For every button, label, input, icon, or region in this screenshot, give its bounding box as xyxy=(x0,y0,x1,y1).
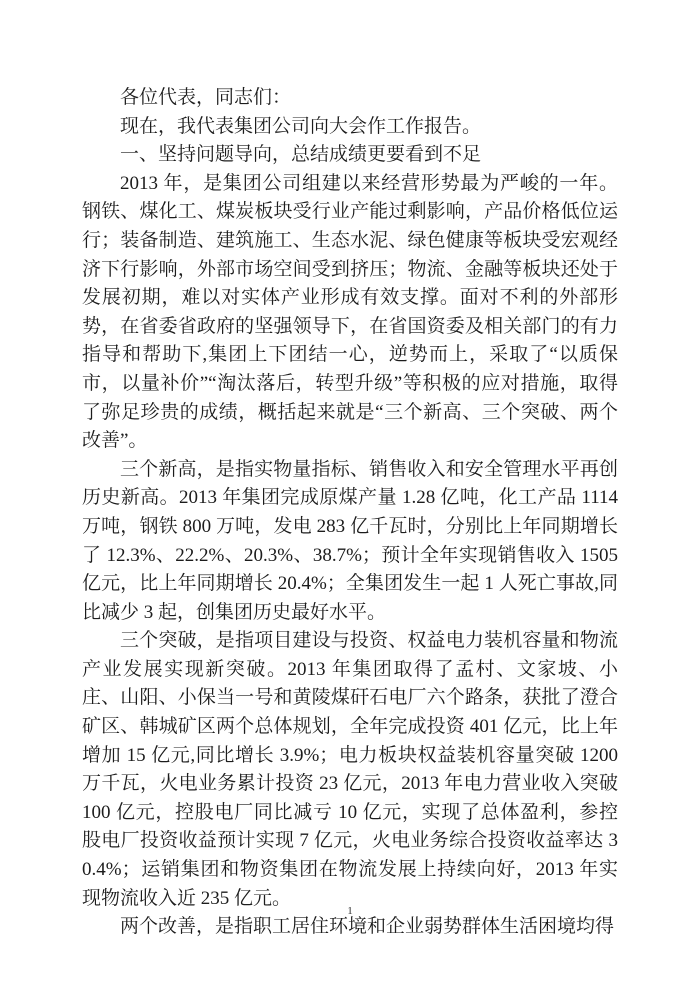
paragraph: 各位代表，同志们： xyxy=(120,87,292,108)
paragraph: 2013 年，是集团公司组建以来经营形势最为严峻的一年。钢铁、煤化工、煤炭板块受行业产能过剩影响，产品价格低位运行；装备制造、建筑施工、生态水泥、绿色健康等板块受宏观经济下行影响，外部市场空间受到挤压；物流、金融等板块还处于发展初期，难以对实体产业形成有效支撑。面对不利的外部形势，在省委省政府的坚强领导下，在省国资委及相关部门的有力指导和帮助下,集团上下团结一心，逆势而上，采取了“以质保市，以量补价”“淘汰落后，转型升级”等积极的应对措施，取得了弥足珍贵的成绩，概括起来就是“三个新高、三个突破、两个改善”。 xyxy=(82,172,618,452)
paragraph: 三个突破，是指项目建设与投资、权益电力装机容量和物流产业发展实现新突破。2013 年集团取得了孟村、文家坡、小庄、山阳、小保当一号和黄陵煤矸石电厂六个路条，获批了澄合矿区、韩城矿区两个总体规划，全年完成投资 401 亿元，比上年增加 15 亿元,同比增长 3.9%；电力板块权益装机容量突破 1200 万千瓦，火电业务累计投资 23 亿元，2013 年电力营业收入突破 100 亿元，控股电厂同比减亏 10 亿元，实现了总体盈利，参控股电厂投资收益预计实现 7 亿元，火电业务综合投资收益率达 30.4%；运销集团和物资集团在物流发展上持续向好，2013 年实现物流收入近 235 亿元。 xyxy=(82,630,618,909)
paragraph: 现在，我代表集团公司向大会作工作报告。 xyxy=(120,115,482,137)
paragraph: 两个改善，是指职工居住环境和企业弱势群体生活困境均得 xyxy=(120,916,615,938)
paragraph: 三个新高，是指实物量指标、销售收入和安全管理水平再创历史新高。2013 年集团完成原煤产量 1.28 亿吨，化工产品 1114 万吨，钢铁 800 万吨，发电 283 亿千瓦时，分别比上年同期增长了 12.3%、22.2%、20.3%、38.7%；预计全年实现销售收入 1505 亿元，比上年同期增长 20.4%；全集团发生一起 1 人死亡事故,同比减少 3 起，创集团历史最好水平。 xyxy=(82,458,618,623)
document-body xyxy=(82,84,618,942)
page-number: 1 xyxy=(347,905,353,917)
section-heading: 一、坚持问题导向，总结成绩更要看到不足 xyxy=(120,144,482,166)
